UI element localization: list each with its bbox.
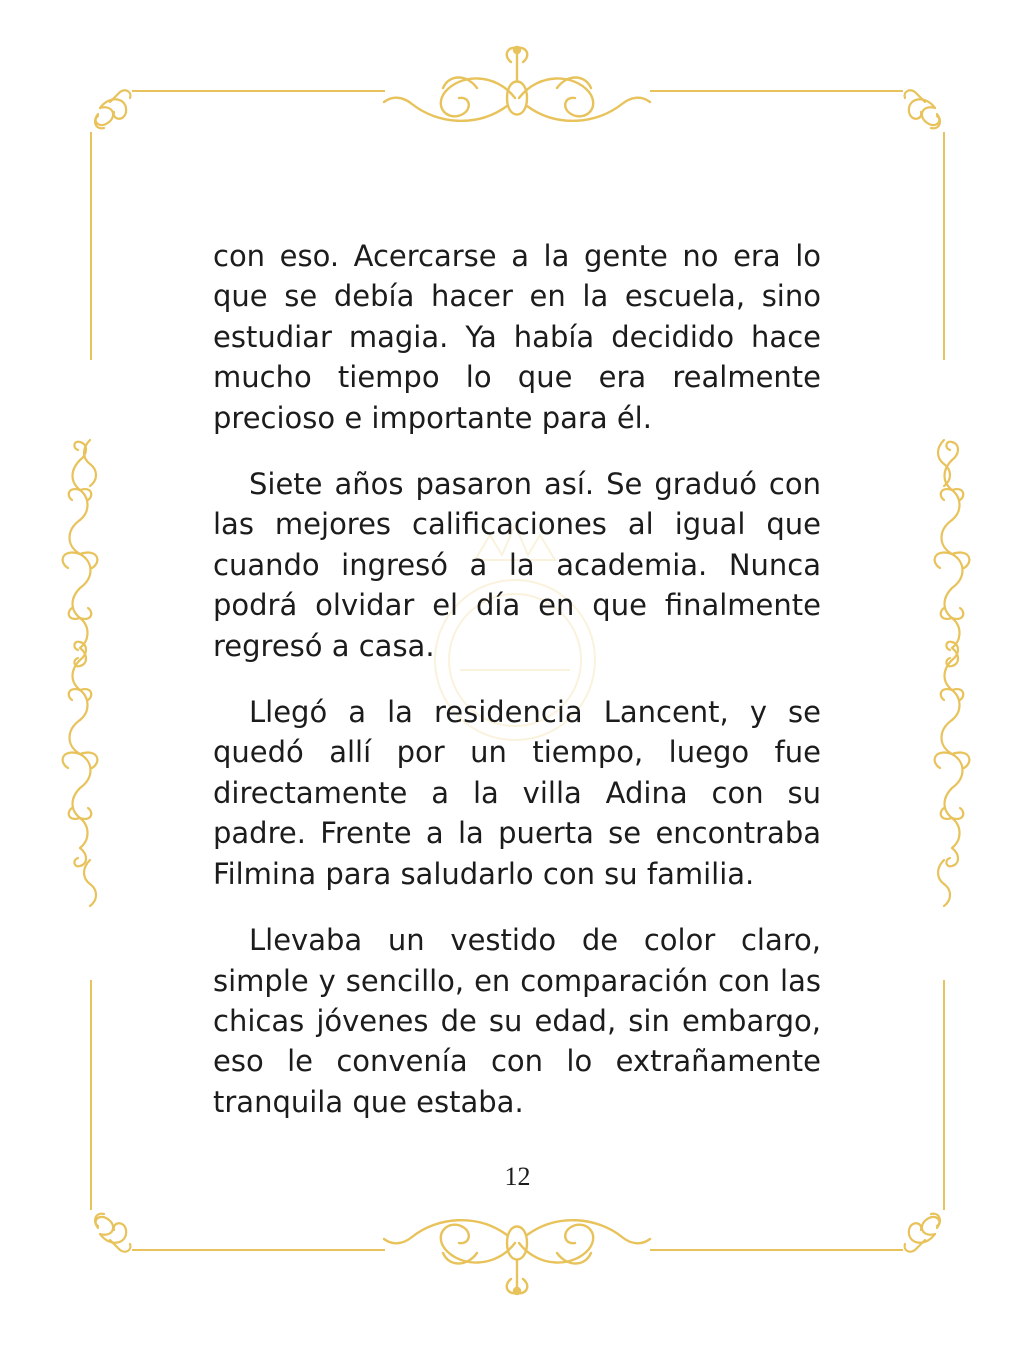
body-text <box>213 236 821 1148</box>
paragraph: con eso. Acercarse a la gente no era lo que se debía hacer en la escuela, sino estudiar magia. Ya había decidido hace mucho tiempo lo que era realmente precioso e importante para él. <box>213 239 821 435</box>
paragraph: Llegó a la residencia Lancent, y se quedó allí por un tiempo, luego fue directamente a la villa Adina con su padre. Frente a la puerta se encontraba Filmina para saludarlo con su familia. <box>213 695 821 891</box>
paragraph: Llevaba un vestido de color claro, simple y sencillo, en comparación con las chicas jóvenes de su edad, sin embargo, eso le convenía con lo extrañamente tranquila que estaba. <box>213 923 821 1119</box>
page-number: 12 <box>504 1162 531 1191</box>
paragraph: Siete años pasaron así. Se graduó con las mejores calificaciones al igual que cuando ingresó a la academia. Nunca podrá olvidar el día en que finalmente regresó a casa. <box>213 467 821 663</box>
